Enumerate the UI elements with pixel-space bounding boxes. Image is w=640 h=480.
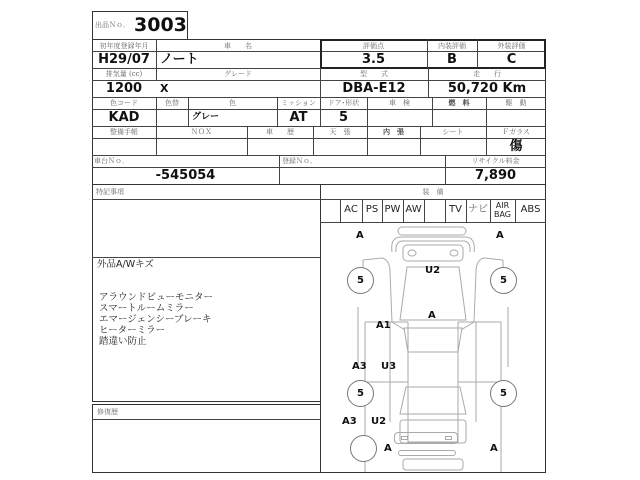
- mark-hood: U2: [425, 265, 441, 276]
- equip-navi: ナビ: [468, 204, 488, 215]
- doors-label: ドア･形状: [327, 99, 360, 107]
- equip-aw: AW: [405, 204, 422, 215]
- feature-5: 踏違い防止: [99, 336, 147, 347]
- score-label: 評価点: [363, 42, 384, 50]
- nox-label: ＮＯＸ: [191, 128, 212, 136]
- color-code-label: 色コード: [110, 99, 138, 107]
- equip-tv: TV: [449, 204, 462, 215]
- drive-label: 駆 動: [505, 99, 527, 107]
- mark-left-rear-door-a3: A3: [352, 361, 367, 372]
- tire-rear-left: 5: [347, 380, 374, 407]
- rear-lamp-left: [401, 436, 408, 440]
- equipment-label: 装 備: [422, 188, 444, 196]
- displacement-label: 排気量 (cc): [105, 70, 143, 78]
- car-name-label: 車 名: [224, 42, 252, 50]
- equip-ps: PS: [365, 204, 379, 215]
- seat-label: シート: [442, 128, 464, 136]
- lot-number-label: 出品Ｎｏ．: [95, 21, 130, 29]
- mark-left-front-door: A1: [376, 320, 391, 331]
- mark-rear-right-corner: A: [490, 443, 498, 454]
- tire-front-right: 5: [490, 267, 517, 294]
- remarks-line-1: 外品A/Wキズ: [97, 259, 154, 270]
- registration-number-label: 登録Ｎｏ．: [282, 157, 317, 165]
- vehicle-history-label: 車 歴: [266, 128, 294, 136]
- mark-left-rear-door-u3: U3: [381, 361, 397, 372]
- color-code-value: KAD: [108, 110, 140, 125]
- model-label: 型 式: [360, 70, 388, 78]
- chassis-number-value: -545054: [155, 168, 216, 183]
- remarks-label: 特記事項: [96, 188, 124, 196]
- recycle-fee-label: リサイクル料金: [471, 157, 520, 165]
- transmission-value: AT: [289, 110, 308, 125]
- exterior-grade-value: C: [506, 52, 517, 67]
- tire-front-left: 5: [347, 267, 374, 294]
- feature-4: ヒーターミラー: [99, 325, 166, 336]
- mark-front-left-corner: A: [356, 230, 364, 241]
- color-value: グレー: [192, 112, 220, 122]
- inspection-label: 車 検: [389, 99, 410, 107]
- tire-rear-right: 5: [490, 380, 517, 407]
- doors-value: 5: [338, 110, 349, 125]
- windshield-value: 傷: [509, 139, 523, 154]
- repair-history-label: 修復歴: [97, 408, 118, 416]
- rear-lamp-right: [445, 436, 452, 440]
- color-label: 色: [229, 99, 236, 107]
- transmission-label: ミッション: [281, 99, 316, 107]
- lot-number: 3003: [134, 14, 187, 36]
- equip-abs: ABS: [520, 204, 541, 215]
- maintenance-record-label: 整備手帳: [110, 128, 138, 136]
- interior-grade-value: B: [447, 52, 457, 67]
- roof-lining-label: 天 張: [329, 128, 351, 136]
- mileage-value: 50,720 Km: [447, 81, 527, 96]
- mark-front-right-corner: A: [496, 230, 504, 241]
- feature-1: アラウンドビューモニター: [99, 292, 214, 303]
- feature-2: スマートルームミラー: [99, 303, 194, 314]
- displacement-value: 1200: [105, 81, 143, 96]
- spare-tire: [350, 435, 377, 462]
- mark-left-rear-quarter-a3: A3: [342, 416, 357, 427]
- interior-grade-label: 内装評価: [438, 42, 466, 50]
- mark-left-rear-quarter-u2: U2: [371, 416, 387, 427]
- score-value: 3.5: [361, 52, 386, 67]
- color-change-label: 色替: [165, 99, 179, 107]
- exterior-grade-label: 外装評価: [497, 42, 526, 50]
- first-reg-value: H29/07: [98, 52, 150, 67]
- feature-3: エマージェンシーブレーキ: [99, 314, 212, 325]
- car-name-value: ノート: [160, 52, 199, 67]
- equip-pw: PW: [384, 204, 401, 215]
- mileage-label: 走 行: [473, 70, 501, 78]
- equip-ac: AC: [344, 204, 358, 215]
- rear-bumper-lower: [398, 450, 456, 456]
- grade-label: グレード: [224, 70, 252, 78]
- mark-windshield: A: [428, 310, 436, 321]
- recycle-fee-value: 7,890: [474, 168, 517, 183]
- fuel-label: 燃 料: [448, 98, 470, 107]
- model-value: DBA-E12: [342, 81, 406, 96]
- equip-airbag: AIR BAG: [493, 201, 512, 219]
- windshield-label: Ｆガラス: [502, 128, 530, 136]
- interior-trim-label: 内 張: [383, 127, 404, 136]
- first-reg-label: 初年度登録年月: [99, 42, 149, 50]
- grade-value: X: [160, 82, 169, 95]
- chassis-number-label: 車台Ｎｏ．: [94, 157, 129, 165]
- mark-rear-left-corner: A: [384, 443, 392, 454]
